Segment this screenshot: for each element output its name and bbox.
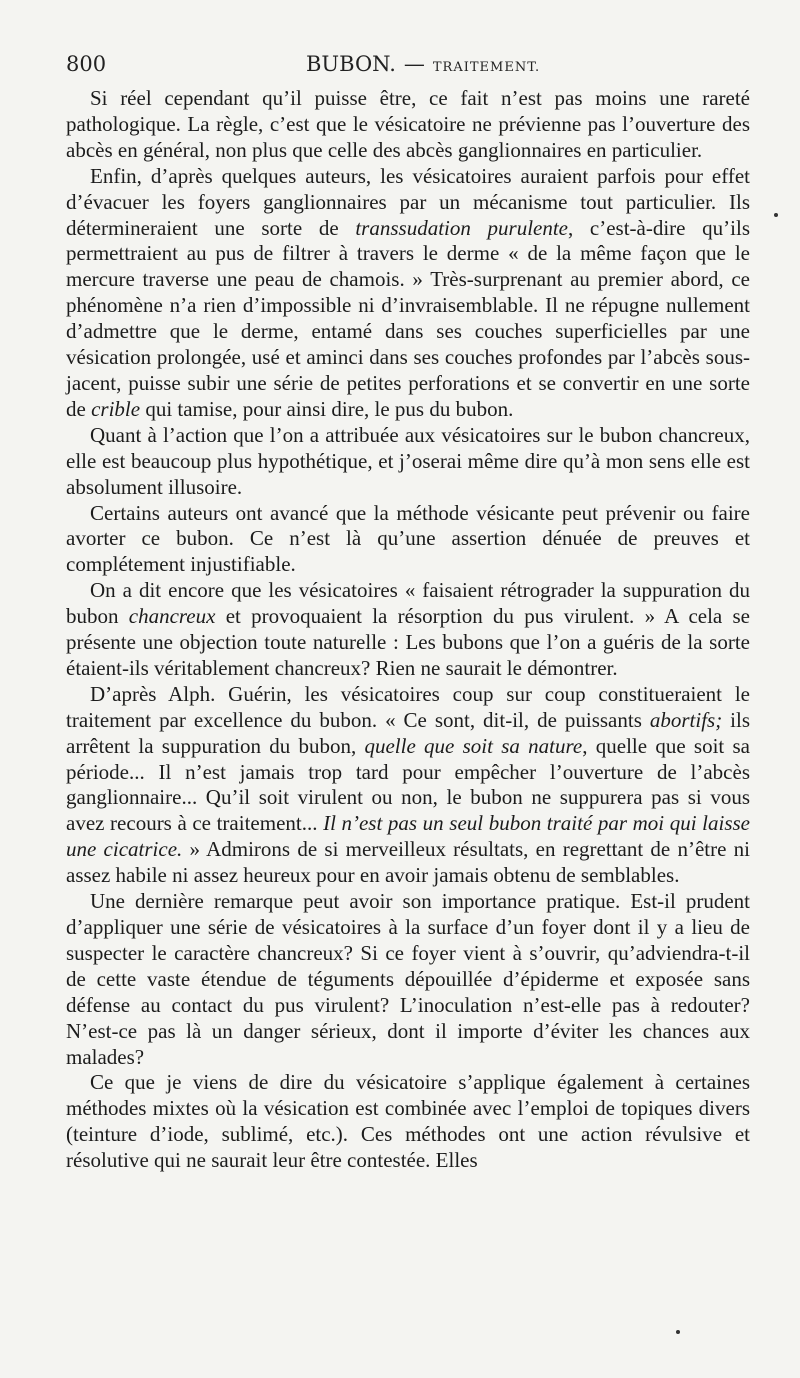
paragraph-text: Ce que je viens de dire du vésicatoire s’applique également à certaines méthodes mixtes où la vésication est combinée avec l’emploi de topiques divers (teinture d’iode, sublimé, etc.). Ces méthodes ont une action révulsive et résolutive qui ne saurait leur être contestée. Elles: [66, 1070, 750, 1173]
page-number: 800: [66, 52, 107, 76]
italic-quote: Il n’est pas un seul bubon traité par moi qui laisse une cicatrice.: [66, 811, 750, 862]
paragraph: [66, 889, 750, 1070]
paragraph-text: , c’est-à-dire qu’ils permettraient au pus de filtrer à travers le derme « de la même façon que le mercure traverse une peau de chamois. » Très-surprenant au premier abord, ce phénomène n’a rien d’impossible ni d’invraisemblable. Il ne répugne nullement d’admettre que le derme, entamé dans ses couches superficielles par une vésication prolongée, usé et aminci dans ses couches profondes par l’abcès sous-jacent, puisse subir une série de petites perforations et se convertir en une sorte de: [66, 215, 750, 421]
paragraph-text: Si réel cependant qu’il puisse être, ce fait n’est pas moins une rareté pathologique. La règle, c’est que le vésicatoire ne prévienne pas l’ouverture des abcès en général, non plus que celle des abcès ganglionnaires en particulier.: [66, 86, 750, 162]
running-title: [306, 52, 540, 76]
paragraph: [66, 86, 750, 164]
paragraph-text: Quant à l’action que l’on a attribuée aux vésicatoires sur le bubon chancreux, elle est beaucoup plus hypothétique, et j’oserai même dire qu’à mon sens elle est absolument illusoire.: [66, 422, 750, 499]
paragraph-text: Une dernière remarque peut avoir son importance pratique. Est-il prudent d’appliquer une série de vésicatoires à la surface d’un foyer dont il y a lieu de suspecter le caractère chancreux? Si ce foyer vient à s’ouvrir, qu’adviendra-t-il de cette vaste étendue de téguments dépouillée d’épiderme et exposée sans défense au contact du pus virulent? L’inoculation n’est-elle pas à redouter? N’est-ce pas là un danger sérieux, dont il importe d’éviter les chances aux malades?: [66, 889, 750, 1069]
running-head: [66, 52, 746, 82]
chapter-title: BUBON.: [306, 52, 396, 76]
italic-term: crible: [91, 396, 141, 421]
print-speck: [676, 1330, 680, 1334]
paragraph: [66, 1070, 750, 1174]
paragraph-text: , quelle que soit sa période... Il n’est jamais trop tard pour empêcher l’ouverture de l’abcès ganglionnaire... Qu’il soit virulent ou non, le bubon ne suppurera pas si vous avez recours à ce traitement...: [66, 733, 750, 836]
paragraph: [66, 682, 750, 889]
body-text: [66, 86, 750, 1174]
section-title: TRAITEMENT.: [432, 60, 541, 75]
paragraph-text: qui tamise, pour ainsi dire, le pus du bubon.: [140, 396, 514, 421]
paragraph-text: Certains auteurs ont avancé que la méthode vésicante peut prévenir ou faire avorter ce bubon. Ce n’est là qu’une assertion dénuée de preuves et complétement injustifiable.: [66, 500, 750, 577]
italic-term: quelle que soit sa nature: [364, 733, 583, 758]
italic-term: abortifs;: [649, 707, 723, 732]
paragraph-text: » Admirons de si merveilleux résultats, en regrettant de n’être ni assez habile ni assez heureux pour en avoir jamais obtenu de semblables.: [66, 837, 751, 888]
italic-term: transsudation purulente: [355, 215, 568, 240]
paragraph-text: On a dit encore que les vésicatoires « faisaient rétrograder la suppuration du bubon: [66, 578, 750, 629]
title-dash: —: [403, 52, 425, 76]
paragraph-text: ils arrêtent la suppuration du bubon,: [66, 707, 751, 758]
paragraph: [66, 423, 750, 501]
paragraph-text: Enfin, d’après quelques auteurs, les vésicatoires auraient parfois pour effet d’évacuer les foyers ganglionnaires par un mécanisme tout particulier. Ils détermineraient une sorte de: [66, 163, 750, 240]
italic-term: chancreux: [128, 604, 216, 629]
paragraph-text: et provoquaient la résorption du pus virulent. » A cela se présente une objection toute naturelle : Les bubons que l’on a guéris de la sorte étaient-ils véritablement chancreux? Rien ne saurait le démontrer.: [66, 604, 751, 680]
paragraph: [66, 578, 750, 682]
paragraph: [66, 164, 750, 423]
print-speck: [774, 213, 778, 217]
paragraph-text: D’après Alph. Guérin, les vésicatoires coup sur coup constitueraient le traitement par excellence du bubon. « Ce sont, dit-il, de puissants: [66, 681, 750, 732]
paragraph: [66, 501, 750, 579]
